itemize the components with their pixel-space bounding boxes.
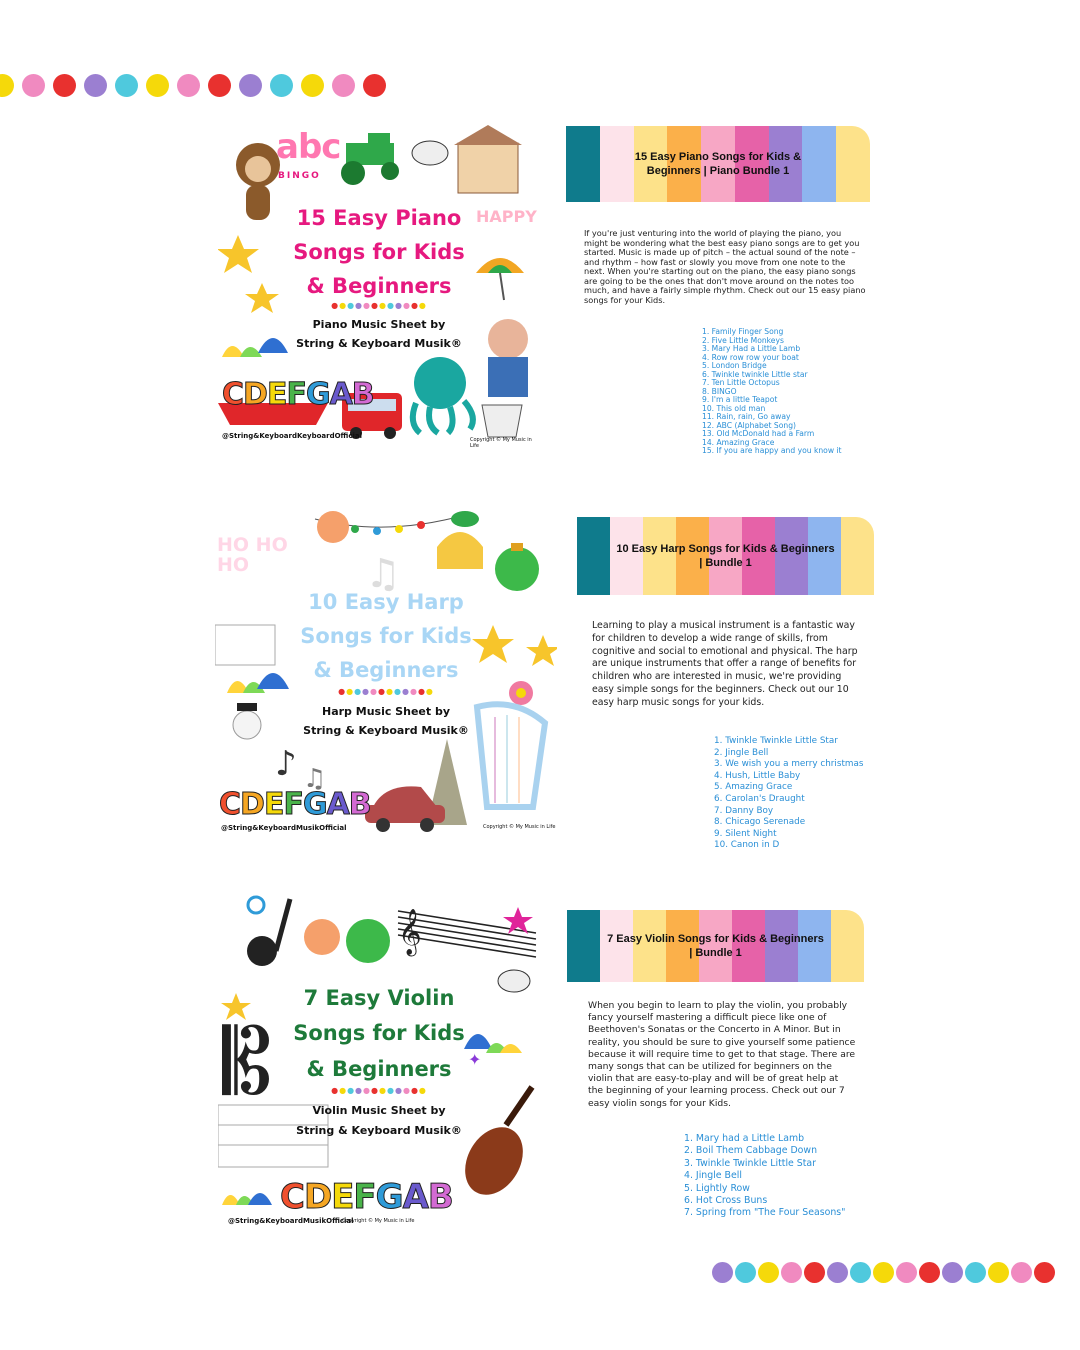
harp-banner-title: 10 Easy Harp Songs for Kids & Beginners | Bundle 1 [616, 543, 835, 569]
harp-cover-handle: @String&KeyboardMusikOfficial [221, 824, 347, 832]
decorative-dot [896, 1262, 917, 1283]
piano-cover-title-line2: Songs for Kids [293, 240, 465, 264]
piano-cover-image [218, 125, 540, 447]
song-list-item: 7. Danny Boy [714, 805, 774, 816]
banner-color-strip [566, 126, 600, 202]
decorative-dot [22, 74, 45, 97]
banner-color-strip [841, 517, 874, 595]
svg-text:𝄡: 𝄡 [222, 1010, 273, 1115]
piano-cover-title-line3: & Beginners [306, 274, 452, 298]
banner-color-strip [577, 517, 610, 595]
song-list-item: 9. Silent Night [714, 828, 777, 839]
decorative-dot [965, 1262, 986, 1283]
song-list-item: 4. Row row row your boat [702, 352, 799, 362]
harp-title-banner [577, 517, 874, 595]
decorative-dot [363, 74, 386, 97]
decorative-dots-bottom [712, 1262, 1055, 1283]
piano-cover-letters: CDEFGAB [222, 377, 374, 412]
decorative-dot [804, 1262, 825, 1283]
decorative-dot [850, 1262, 871, 1283]
piano-cover-handle: @String&KeyboardKeyboardOfficial [222, 432, 363, 440]
svg-text:♫: ♫ [303, 764, 327, 794]
decorative-dot [1034, 1262, 1055, 1283]
svg-text:♫: ♫ [365, 551, 401, 597]
violin-cover-title-line3: & Beginners [306, 1057, 452, 1081]
song-list-item: 4. Jingle Bell [684, 1170, 742, 1182]
harp-cover-image [215, 507, 557, 835]
svg-text:♪: ♪ [275, 744, 297, 784]
violin-cover-title-line1: 7 Easy Violin [303, 986, 455, 1010]
song-list-item: 6. Hot Cross Buns [684, 1195, 768, 1207]
decorative-dot [712, 1262, 733, 1283]
harp-description: Learning to play a musical instrument is a fantastic way for children to develop a wide range of skills, from cognitive and social to emotional and physical. The harp are unique instruments that offer a range of benefits for children who are interested in music, we're providing easy simple songs for the beginners. Check out our 10 easy harp music songs for your kids. [592, 620, 858, 708]
violin-cover-copyright: Copyright © My Music in Life [342, 1218, 415, 1224]
piano-cover-happy: HAPPY [476, 207, 537, 226]
song-list-item: 3. We wish you a merry christmas [714, 759, 864, 770]
piano-song-list [702, 328, 842, 456]
song-list-item: 1. Family Finger Song [702, 327, 784, 336]
harp-cover-title-line2: Songs for Kids [300, 624, 472, 648]
decorative-dot [1011, 1262, 1032, 1283]
harp-cover-hoho: HO HO HO [217, 534, 288, 576]
song-list-item: 5. London Bridge [702, 361, 767, 370]
harp-cover-subtitle-1: Harp Music Sheet by [321, 705, 450, 718]
decorative-dot [239, 74, 262, 97]
violin-cover-subtitle-2: String & Keyboard Musik® [296, 1124, 462, 1137]
song-list-item: 7. Spring from "The Four Seasons" [684, 1207, 846, 1219]
decorative-dot [919, 1262, 940, 1283]
song-list-item: 1. Twinkle Twinkle Little Star [714, 736, 838, 746]
song-list-item: 5. Lightly Row [684, 1182, 750, 1194]
piano-cover-abc: abc [276, 127, 341, 167]
piano-cover-subtitle-2: String & Keyboard Musik® [296, 337, 462, 350]
decorative-dot [873, 1262, 894, 1283]
violin-cover-letters: CDEFGAB [280, 1177, 453, 1217]
harp-cover-title-line3: & Beginners [313, 658, 459, 682]
song-list-item: 10. Canon in D [714, 840, 780, 851]
decorative-dot [758, 1262, 779, 1283]
piano-cover-dotline: ●●●●●●●●●●●● [331, 301, 427, 310]
decorative-dot [735, 1262, 756, 1283]
harp-cover-subtitle-2: String & Keyboard Musik® [303, 724, 469, 737]
svg-text:𝄞: 𝄞 [398, 909, 422, 955]
violin-title-banner [567, 910, 864, 982]
decorative-dot [146, 74, 169, 97]
violin-cover-subtitle-1: Violin Music Sheet by [312, 1104, 446, 1117]
song-list-item: 10. This old man [702, 403, 766, 413]
song-list-item: 1. Mary had a Little Lamb [684, 1133, 805, 1144]
song-list-item: 2. Boil Them Cabbage Down [684, 1145, 818, 1157]
violin-song-list [684, 1133, 845, 1220]
violin-description: When you begin to learn to play the violin, you probably fancy yourself mastering a difficult piece like one of Beethoven's Sonatas or the Concerto in A Minor. But in reality, you should be sure to give yourself some patience because it will require time to get to that stage. There are many songs that can be utilized for beginners on the violin that are easy-to-play and will be of great help at the beginning of your learning process. Check out our 7 easy violin songs for your Kids. [588, 1000, 856, 1109]
piano-banner-title: 15 Easy Piano Songs for Kids & Beginners | Piano Bundle 1 [634, 151, 802, 177]
song-list-item: 7. Ten Little Octopus [702, 378, 780, 387]
song-list-item: 6. Carolan's Draught [714, 793, 805, 804]
decorative-dot [115, 74, 138, 97]
banner-color-strip [836, 126, 870, 202]
song-list-item: 13. Old McDonald had a Farm [702, 429, 815, 438]
piano-cover-title-line1: 15 Easy Piano [296, 206, 462, 230]
harp-cover-dotline: ●●●●●●●●●●●● [338, 687, 434, 696]
decorative-dot [781, 1262, 802, 1283]
song-list-item: 11. Rain, rain, Go away [702, 412, 791, 421]
song-list-item: 14. Amazing Grace [702, 437, 775, 447]
decorative-dot [332, 74, 355, 97]
decorative-dot [0, 74, 14, 97]
decorative-dot [177, 74, 200, 97]
song-list-item: 4. Hush, Little Baby [714, 770, 801, 781]
decorative-dot [942, 1262, 963, 1283]
violin-cover-dotline: ●●●●●●●●●●●● [331, 1086, 427, 1095]
violin-cover-title-line2: Songs for Kids [293, 1021, 465, 1045]
harp-cover-title-line1: 10 Easy Harp [308, 590, 464, 614]
song-list-item: 3. Twinkle Twinkle Little Star [684, 1157, 817, 1169]
harp-cover-copyright: Copyright © My Music in Life [483, 824, 556, 830]
decorative-dot [270, 74, 293, 97]
decorative-dot [988, 1262, 1009, 1283]
song-list-item: 3. Mary Had a Little Lamb [702, 344, 801, 353]
violin-cover-image [218, 893, 540, 1228]
song-list-item: 6. Twinkle twinkle Little star [702, 369, 808, 379]
decorative-dot [827, 1262, 848, 1283]
violin-cover-handle: @String&KeyboardMusikOfficial [228, 1217, 354, 1225]
decorative-dot [301, 74, 324, 97]
harp-cover-letters: CDEFGAB [219, 787, 371, 822]
song-list-item: 5. Amazing Grace [714, 782, 793, 793]
banner-color-strip [567, 910, 600, 982]
song-list-item: 8. BINGO [702, 386, 737, 396]
piano-cover-subtitle-1: Piano Music Sheet by [312, 318, 446, 331]
decorative-dot [84, 74, 107, 97]
song-list-item: 12. ABC (Alphabet Song) [702, 420, 796, 430]
song-list-item: 15. If you are happy and you know it [702, 446, 842, 455]
violin-banner-title: 7 Easy Violin Songs for Kids & Beginners | Bundle 1 [607, 933, 824, 959]
decorative-dots-top [0, 74, 386, 97]
svg-text:✦: ✦ [468, 1050, 482, 1069]
decorative-dot [208, 74, 231, 97]
piano-title-banner [566, 126, 870, 202]
song-list-item: 2. Five Little Monkeys [702, 335, 784, 345]
song-list-item: 8. Chicago Serenade [714, 817, 806, 828]
song-list-item: 2. Jingle Bell [714, 747, 769, 758]
banner-color-strip [831, 910, 864, 982]
piano-cover-bingo: BINGO [278, 171, 321, 181]
piano-cover-copyright: Copyright © My Music in Life [470, 437, 532, 447]
decorative-dot [53, 74, 76, 97]
harp-song-list [714, 736, 863, 852]
piano-description: If you're just venturing into the world of playing the piano, you might be wondering what the best easy piano songs are to get you started. Music is made up of pitch – the actual sound of the note – and rhythm – how fast or slowly you move from one note to the next. When you're starting out on the piano, the easy piano songs are going to be the ones that don't move around on the notes too much, and have a fairly simple rhythm. Check out our 15 easy piano songs for your Kids. [584, 228, 866, 305]
song-list-item: 9. I'm a little Teapot [702, 395, 778, 404]
